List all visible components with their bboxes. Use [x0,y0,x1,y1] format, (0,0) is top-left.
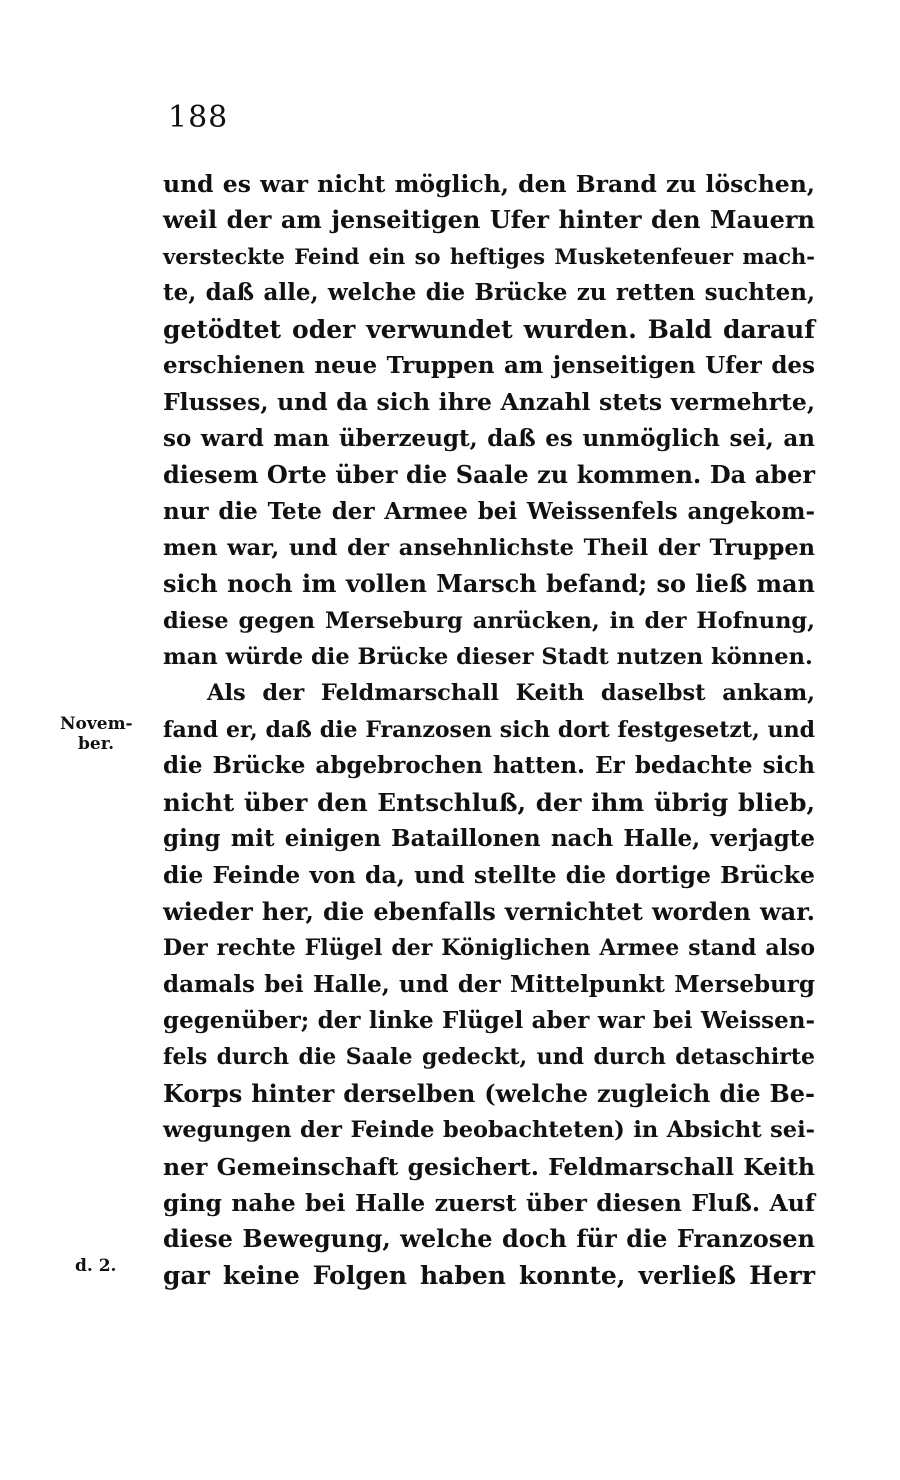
margin-note-day: d. 2. [75,1256,117,1276]
text-line: diese gegen Merseburg anrücken, in der Hofnung, [163,607,815,634]
body-text [163,166,815,1294]
text-line: Der rechte Flügel der Königlichen Armee stand also [163,935,815,962]
margin-note-month [60,714,133,754]
text-line: man würde die Brücke dieser Stadt nutzen können. [163,644,813,671]
text-line: und es war nicht möglich, den Brand zu löschen, [163,170,815,198]
margin-note-month-line-1: Novem- [60,714,133,734]
margin-note-month-line-2: ber. [78,734,115,754]
text-line: versteckte Feind ein so heftiges Musketenfeuer mach- [163,243,815,269]
text-line: Flusses, und da sich ihre Anzahl stets vermehrte, [163,388,815,417]
text-line: gegenüber; der linke Flügel aber war bei Weissen- [163,1006,815,1034]
text-line: so ward man überzeugt, daß es unmöglich sei, an [163,424,815,452]
text-line: sich noch im vollen Marsch befand; so ließ man [163,569,815,599]
text-line: gar keine Folgen haben konnte, verließ Herr [163,1260,815,1290]
text-line: weil der am jenseitigen Ufer hinter den Mauern [163,205,815,235]
text-line: diesem Orte über die Saale zu kommen. Da aber [163,460,815,490]
text-line: ging nahe bei Halle zuerst über diesen Fluß. Auf [163,1188,815,1217]
text-line: fels durch die Saale gedeckt, und durch detaschirte [163,1044,815,1071]
text-line: nur die Tete der Armee bei Weissenfels angekom- [163,497,815,525]
text-line: men war, und der ansehnlichste Theil der Truppen [163,534,815,561]
text-line: Als der Feldmarschall Keith daselbst ankam, [207,680,815,707]
text-line: wieder her, die ebenfalls vernichtet worden war. [163,896,815,926]
text-line: te, daß alle, welche die Brücke zu retten suchten, [163,279,815,307]
page-number: 188 [168,100,229,135]
text-line: Korps hinter derselben (welche zugleich die Be- [163,1078,815,1108]
text-line: erschienen neue Truppen am jenseitigen Ufer des [163,351,815,379]
text-line: die Feinde von da, und stellte die dortige Brücke [163,861,815,890]
text-line: fand er, daß die Franzosen sich dort festgesetzt, und [163,716,815,743]
text-line: damals bei Halle, und der Mittelpunkt Merseburg [163,970,815,998]
text-line: ner Gemeinschaft gesichert. Feldmarschall Keith [163,1152,815,1181]
text-line: diese Bewegung, welche doch für die Franzosen [163,1224,815,1254]
text-line: die Brücke abgebrochen hatten. Er bedachte sich [163,752,815,780]
text-line: nicht über den Entschluß, der ihm übrig blieb, [163,787,815,817]
text-line: wegungen der Feinde beobachteten) in Absicht sei- [163,1117,815,1144]
text-line: ging mit einigen Bataillonen nach Halle, verjagte [163,825,815,853]
text-line: getödtet oder verwundet wurden. Bald darauf [163,314,815,344]
